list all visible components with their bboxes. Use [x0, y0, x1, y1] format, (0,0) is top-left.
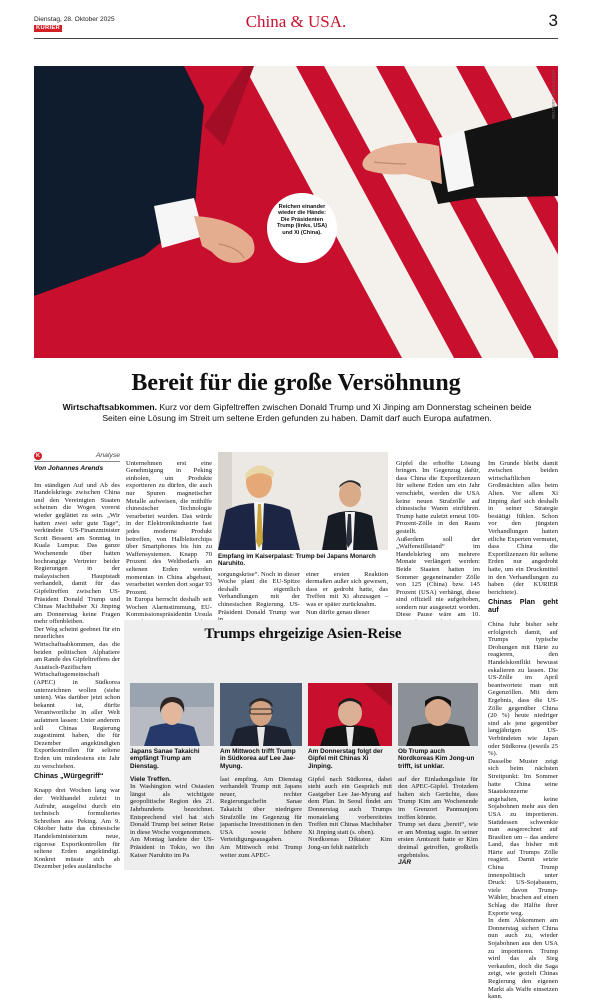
section-title: China & USA. — [245, 12, 347, 31]
box-column-4-text: auf der Einladungsliste für den APEC-Gipfel. Trotzdem halten sich Gerüchte, dass Trump Kim am Wochenende im Grenzort Panmunjom treffen könnte. Trump sei dazu „bereit“, wie er am Montag sagte. In seiner ersten Amtszeit hatte er Kim dreimal getroffen, großteils ergebnislos. — [398, 775, 478, 859]
column-5 — [488, 452, 558, 1001]
analyse-label: Analyse — [95, 452, 120, 459]
box-column-3 — [308, 768, 392, 868]
author-byline: Von Johannes Arends — [34, 465, 104, 472]
box-column-2-text: last empfing. Am Dienstag verhandelt Trump mit Japans neuer, rechter Regierungschefin Sanae Takaichi über niedrigere Strafzölle im Gegenzug für japanische Investitionen in den USA sowie höhere Verteidigungsausgaben. Am Mittwoch reist Trump weiter zum APEC- — [220, 775, 302, 859]
lee-caption: Am Mittwoch trifft Trump in Südkorea auf Lee Jae-Myung. — [220, 748, 296, 770]
takaichi-photo — [130, 683, 214, 746]
xi-caption: Am Donnerstag folgt der Gipfel mit Chinas Xi Jinping. — [308, 748, 383, 770]
column-2-text: Unternehmen erst eine Genehmigung in Peking einholen, um Produkte exportieren zu dürfen, die auch nur Spuren magnetischer Metalle aufweisen, die mithilfe chinesischer Technologie verarbeitet wurden. Das würde in der Elektronikindustrie fast jedes moderne Produkt betreffen, von Halbleiterchips über Smartphones bis hin zu Waffensystemen. Knapp 70 Prozent des Weltbedarfs an seltenen Erden werden momentan in China abgebaut, verarbeitet werden dort sogar 93 Prozent. In Europa herrscht deshalb seit Wochen Alarmstimmung, EU-Kommissionspräsidentin Ursula — [126, 459, 212, 619]
box-column-1 — [130, 768, 214, 868]
kurier-logo: KURIER — [36, 25, 61, 31]
kurier-badge-icon: K — [34, 452, 42, 460]
analyse-label-bar — [34, 452, 120, 462]
lead-kicker: Wirtschaftsabkommen. — [62, 402, 158, 412]
kim-caption: Ob Trump auch Nordkoreas Kim Jong-un trifft, ist unklar. — [398, 748, 475, 770]
column-1-subhead: Chinas „Würgegriff“ — [34, 771, 104, 781]
column-3b-text: einer ersten Reaktion dermaßen außer sich gewesen, dass er gedroht hatte, das Treffen mit Xi abzusagen – was er später zurücknahm. Nun dürfte genau dieser — [306, 570, 388, 616]
hero-caption: Reichen einander wieder die Hände: Die Präsidenten Trump (links, USA) und Xi (China). — [276, 204, 328, 236]
column-1-text-2: Knapp drei Wochen lang war der Welthandel zuletzt in Aufruhr, ausgelöst durch ein technisch formuliertes Schreiben aus Peking. Am 9. Oktober hatte das chinesische Handelsministerium neue, rigorose Exportkontrollen für seltene Erden angekündigt. Konkret müsste sich ab Dezember jedes ausländische — [34, 787, 120, 871]
column-1 — [34, 474, 120, 874]
headline: Bereit für die große Versöhnung — [131, 370, 461, 396]
lead-text: Kurz vor dem Gipfeltreffen zwischen Donald Trump und Xi Jinping am Donnerstag scheinen beide Seiten eine Lösung im Streit um seltene Erden gefunden zu haben. Damit darf auch Europa aufatmen. — [102, 402, 532, 423]
box-column-1-text: In Washington wird Ostasien längst als wichtigste geopolitische Region des 21. Jahrhunderts bezeichnet. Entsprechend viel hat sich Donald Trump bei seiner Reise in diese Woche vorgenommen. Am Montag landete der US-Präsident in Tokio, wo ihn Kaiser Naruhito im Pa — [130, 783, 214, 859]
takaichi-caption: Japans Sanae Takaichi empfängt Trump am Dienstag. — [130, 748, 200, 770]
mid-photo-caption: Empfang im Kaiserpalast: Trump bei Japans Monarch Naruhito. — [218, 553, 376, 568]
header-rule — [34, 38, 558, 39]
column-3a-text: sorgungskrise“. Noch in dieser Woche plant die EU-Spitze deshalb eigentlich Verhandlungen mit der chinesischen Regierung. US-Präsident Donald Trump war — [218, 570, 300, 616]
box-column-3-text: Gipfel nach Südkorea, dabei steht auch ein Gespräch mit Gastgeber Lee Jae-Myung auf dem Plan. In Seoul findet am Donnerstag auch Trumps monatelang vorbereitetes Treffen mit Chinas Machthaber Xi Jinping statt (s. oben). Nordkoreas Diktator Kim Jong-un fehlt natürlich — [308, 775, 392, 851]
issue-date: Dienstag, 28. Oktober 2025 — [34, 16, 115, 23]
kim-jong-un-photo — [398, 683, 478, 746]
xi-jinping-photo — [308, 683, 392, 746]
box-signature: JAR — [398, 859, 412, 867]
hero-caption-circle — [267, 193, 337, 263]
asia-trip-title: Trumps ehrgeizige Asien-Reise — [204, 626, 402, 642]
column-2 — [126, 452, 212, 619]
hero-photo-credit: REUTERS / EVAN VUCCI — [551, 70, 556, 119]
column-3b — [306, 563, 388, 619]
column-5-text-2: China fuhr bisher sehr erfolgreich damit, auf Trumps typische Drohungen mit Härte zu reagieren, den Handelskonflikt bewusst eskalieren zu lassen. Die US-Zölle im April beantwortete man mit Gegenzöllen. Mit dem Ergebnis, dass die US-Zölle gegenüber China (20 %) heute niedriger sind als jene gegenüber langjährigen US-Verbündeten wie Japan oder Südkorea (jeweils 25 %). Dasselbe Muster zeigt sich beim nächsten Streitpunkt: Im Sommer hatte China seine Staatskonzerne angehalten, keine Sojabohnen mehr aus den USA zu importieren. Stattdessen schwenkte man ausgerechnet auf Brasilien um – das andere Land, das bisher mit Härte auf Trumps Zölle reagiert. Damit setzte China Trump innenpolitisch unter Druck: US-Sojabauern, viele davon Trump-Wähler, brachen auf einen Schlag die Hälfte ihrer Exporte weg. In dem Abkommen am Donnerstag sichert China nun auch zu, wieder Sojabohnen aus den USA zu importieren. Trump wird das als Sieg verkaufen, doch die Saga zeigt, wie gezielt Chinas Regierung den eigenen Markt als Waffe einsetzen kann. — [488, 621, 558, 1001]
column-4-text: Gipfel die erhoffte Lösung bringen. Im Gegenzug dafür, dass China die Exportlizenzen für seltene Erden um ein Jahr verschiebt, werden die USA keine neuen Strafzölle auf chinesische Waren einführen. Trump hatte zuletzt erneut 100-Prozent-Zölle in den Raum gestellt. Außerdem soll der „Waffenstillstand“ im Handelskrieg um mehrere Monate verlängert werden: Beide Staaten hatten im Sommer gegeneinander Zölle von 125 (China) bzw. 145 Prozent (USA) verhängt, diese sind offiziell nie aufgehoben, sondern nur ausgesetzt worden. Diese Pause wäre am 10. — [396, 459, 480, 619]
box-column-1-lead: Viele Treffen. — [130, 775, 171, 783]
box-column-2 — [220, 768, 302, 868]
box-column-4 — [398, 768, 478, 868]
hero-photo — [34, 66, 558, 358]
page-number: 3 — [548, 11, 558, 30]
column-3a — [218, 563, 300, 619]
trump-naruhito-photo — [218, 452, 388, 550]
column-5-subhead: Chinas Plan geht auf — [488, 597, 558, 614]
column-1-text: Im ständigen Auf und Ab des Handelskriegs zwischen China und den Vereinigten Staaten scheinen die Wogen vorerst wieder geglättet zu sein. „Wir hatten zwei sehr gute Tage“, verkündete US-Finanzminister Scott Bessent am Sonntag in Kuala Lumpur. Das ganze Wochenende über hatten hochrangige Vertreter beider Regierungen in der malaysischen Hauptstadt verhandelt, damit für das Gipfeltreffen zwischen US-Präsident Donald Trump und Chinas Machthaber Xi Jinping am Donnerstag keine Fragen mehr offenbleiben. Der Weg scheint geebnet für ein neuerliches Wirtschaftsabkommen, das die beiden politischen Alphatiere am Rande des Gipfeltreffens der Asiatisch-Pazifischen Wirtschaftsgemeinschaft (APEC) in Südkorea unterzeichnen wollen (siehe unten). Was darüber jetzt schon bekannt ist, dürfte Verantwortliche in aller Welt aufatmen lassen: Unter anderem soll Chinas Regierung zugestimmt haben, die für Dezember angekündigten Exportkontrollen für seltene Erden um mindestens ein Jahr zu verschieben. — [34, 481, 120, 770]
column-4 — [396, 452, 480, 619]
lee-jae-myung-photo — [220, 683, 302, 746]
column-5-text: Im Grunde bleibt damit zwischen beiden wirtschaftlichen Großmächten alles beim Alten. Vor allem Xi Jinping darf sich deshalb in seiner Strategie bestätigt fühlen. Schon vor den jüngsten Verhandlungen hatten etliche Experten vermutet, dass China die Exportlizenzen für seltene Erden nur angedroht hatte, um ein Druckmittel in den Verhandlungen zu haben (der KURIER berichtete). — [488, 459, 558, 596]
lead-paragraph — [58, 402, 536, 424]
mid-photo — [218, 452, 388, 550]
